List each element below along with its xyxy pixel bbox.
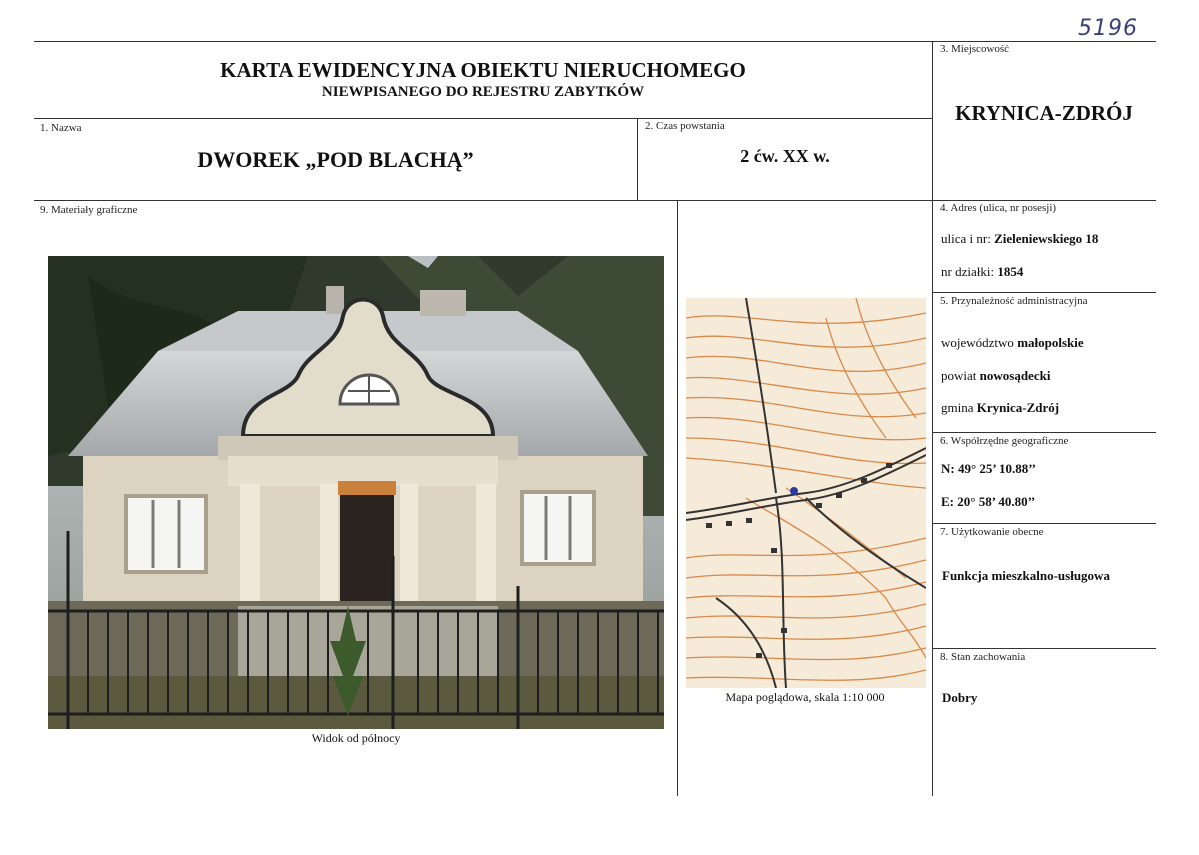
address-plot-value: 1854	[997, 264, 1024, 279]
address-street-row	[941, 231, 1098, 247]
address-plot-row	[941, 264, 1023, 280]
document-number: 5196	[1078, 16, 1138, 41]
field1-label: 1. Nazwa	[40, 122, 82, 134]
voivodeship-value: małopolskie	[1017, 335, 1084, 350]
field7-8-divider	[933, 648, 1156, 649]
address-street-value: Zieleniewskiego 18	[994, 231, 1099, 246]
voivodeship-prefix: województwo	[941, 335, 1014, 350]
field5-6-divider	[933, 432, 1156, 433]
admin-voivodeship-row	[941, 335, 1084, 351]
row1-bottom-line	[34, 200, 1156, 201]
county-value: nowosądecki	[979, 368, 1051, 383]
col-divider-right	[932, 41, 933, 796]
document-title: KARTA EWIDENCYJNA OBIEKTU NIERUCHOMEGO	[220, 58, 746, 82]
field5-label: 5. Przynależność administracyjna	[940, 295, 1088, 307]
top-border	[34, 41, 1156, 42]
county-prefix: powiat	[941, 368, 977, 383]
coord-e-prefix: E:	[941, 494, 954, 509]
col-divider-photo-map	[677, 200, 678, 796]
current-use-value: Funkcja mieszkalno-usługowa	[942, 568, 1110, 583]
construction-period: 2 ćw. XX w.	[740, 146, 830, 166]
photo-caption: Widok od północy	[311, 731, 401, 745]
field6-label: 6. Współrzędne geograficzne	[940, 435, 1069, 447]
house-photo	[48, 256, 664, 729]
field4-5-divider	[933, 292, 1156, 293]
field8-label: 8. Stan zachowania	[940, 651, 1026, 663]
address-street-prefix: ulica i nr:	[941, 231, 991, 246]
field4-label: 4. Adres (ulica, nr posesji)	[940, 202, 1057, 214]
header-bottom-line	[34, 118, 932, 119]
field6-7-divider	[933, 523, 1156, 524]
coord-e-value: 20° 58’ 40.80’’	[957, 494, 1036, 509]
condition-value: Dobry	[942, 690, 978, 705]
commune-value: Krynica-Zdrój	[976, 400, 1060, 415]
address-plot-prefix: nr działki:	[941, 264, 995, 279]
location-map	[686, 298, 926, 688]
coord-n-value: 49° 25’ 10.88’’	[957, 461, 1036, 476]
coord-e-row	[941, 494, 1035, 510]
field3-label: 3. Miejscowość	[940, 43, 1010, 55]
location-marker	[790, 487, 798, 495]
admin-county-row	[941, 368, 1050, 384]
admin-commune-row	[941, 400, 1059, 416]
field2-label: 2. Czas powstania	[645, 120, 725, 132]
coord-n-prefix: N:	[941, 461, 955, 476]
locality-value: KRYNICA-ZDRÓJ	[955, 101, 1133, 125]
object-name: DWOREK „POD BLACHĄ”	[197, 147, 474, 172]
map-caption: Mapa poglądowa, skala 1:10 000	[725, 690, 885, 704]
document-subtitle: NIEWPISANEGO DO REJESTRU ZABYTKÓW	[321, 84, 645, 100]
coord-n-row	[941, 461, 1036, 477]
field9-label: 9. Materiały graficzne	[40, 204, 138, 216]
field7-label: 7. Użytkowanie obecne	[940, 526, 1044, 538]
commune-prefix: gmina	[941, 400, 974, 415]
